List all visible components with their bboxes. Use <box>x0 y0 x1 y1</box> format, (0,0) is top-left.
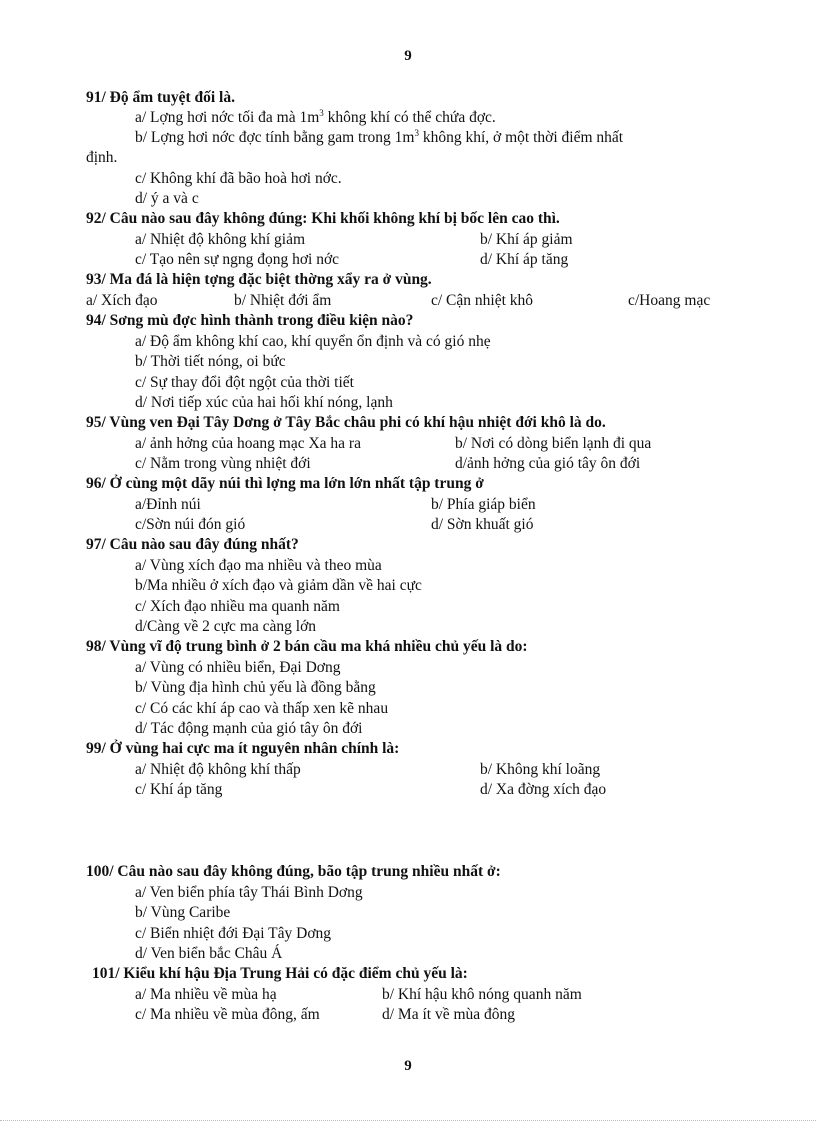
option-d: d/ Xa đờng xích đạo <box>480 781 607 798</box>
option-b: b/Ma nhiều ở xích đạo và giảm dần về hai cực <box>135 577 422 594</box>
option-d: d/ảnh hởng của gió tây ôn đới <box>455 455 641 472</box>
option-a <box>135 108 496 128</box>
question-title: 96/ Ở cùng một dãy núi thì lợng ma lớn lớn nhất tập trung ở <box>86 475 484 492</box>
option-text: không khí có thể chứa đợc. <box>323 109 496 126</box>
option-d: c/Hoang mạc <box>628 292 711 309</box>
option-c: c/ Cận nhiệt khô <box>431 292 534 309</box>
option-a: a/ Ma nhiều về mùa hạ <box>135 986 277 1003</box>
option-c: c/Sờn núi đón gió <box>135 516 246 533</box>
superscript: 3 <box>414 128 419 138</box>
question-title: 100/ Câu nào sau đây không đúng, bão tập trung nhiều nhất ở: <box>86 863 501 880</box>
option-c: c/ Tạo nên sự ngng đọng hơi nớc <box>135 251 340 268</box>
option-a: a/ Vùng xích đạo ma nhiều và theo mùa <box>135 557 382 574</box>
option-d: d/ Sờn khuất gió <box>431 516 534 533</box>
option-a: a/ Ven biển phía tây Thái Bình Dơng <box>135 884 363 901</box>
option-b <box>135 128 623 148</box>
option-c: c/ Không khí đã bão hoà hơi nớc. <box>135 170 342 187</box>
option-d: d/ Khí áp tăng <box>480 251 569 268</box>
page-number-bottom: 9 <box>404 1058 412 1074</box>
question-title: 97/ Câu nào sau đây đúng nhất? <box>86 536 299 553</box>
option-b-continuation: định. <box>86 149 118 166</box>
option-b: b/ Vùng địa hình chủ yếu là đồng bằng <box>135 679 376 696</box>
option-b: b/ Khí áp giảm <box>480 231 573 248</box>
option-b: b/ Phía giáp biển <box>431 496 536 513</box>
option-c: c/ Nằm trong vùng nhiệt đới <box>135 455 311 472</box>
question-title: 92/ Câu nào sau đây không đúng: Khi khối không khí bị bốc lên cao thì. <box>86 210 560 227</box>
option-d: d/Càng về 2 cực ma càng lớn <box>135 618 317 635</box>
option-a: a/Đỉnh núi <box>135 496 201 513</box>
option-b: b/ Thời tiết nóng, oi bức <box>135 353 286 370</box>
question-title: 91/ Độ ẩm tuyệt đối là. <box>86 89 235 106</box>
option-c: c/ Xích đạo nhiều ma quanh năm <box>135 598 340 615</box>
option-c: c/ Khí áp tăng <box>135 781 223 798</box>
option-a: a/ ảnh hởng của hoang mạc Xa ha ra <box>135 435 361 452</box>
option-c: c/ Biển nhiệt đới Đại Tây Dơng <box>135 925 332 942</box>
option-d: d/ Nơi tiếp xúc của hai hối khí nóng, lạnh <box>135 394 393 411</box>
option-text: b/ Lợng hơi nớc đợc tính bằng gam trong 1m <box>135 129 415 146</box>
question-title: 94/ Sơng mù đợc hình thành trong điều kiện nào? <box>86 312 414 329</box>
option-c: c/ Ma nhiều về mùa đông, ấm <box>135 1006 320 1023</box>
option-b: b/ Vùng Caribe <box>135 904 231 921</box>
option-text: a/ Lợng hơi nớc tối đa mà 1m <box>135 109 320 126</box>
question-title: 99/ Ở vùng hai cực ma ít nguyên nhân chính là: <box>86 740 400 757</box>
option-d: d/ Ma ít về mùa đông <box>382 1006 516 1023</box>
option-d: d/ Ven biển bắc Châu Á <box>135 945 283 962</box>
question-title: 95/ Vùng ven Đại Tây Dơng ở Tây Bắc châu phi có khí hậu nhiệt đới khô là do. <box>86 414 606 431</box>
option-b: b/ Nơi có dòng biển lạnh đi qua <box>455 435 652 452</box>
question-title: 101/ Kiểu khí hậu Địa Trung Hải có đặc điểm chủ yếu là: <box>92 965 468 982</box>
superscript: 3 <box>319 108 324 118</box>
option-d: d/ ý a và c <box>135 190 199 207</box>
option-a: a/ Vùng có nhiều biển, Đại Dơng <box>135 659 341 676</box>
option-b: b/ Không khí loãng <box>480 761 601 778</box>
question-title: 93/ Ma đá là hiện tợng đặc biệt thờng xẩy ra ở vùng. <box>86 271 432 288</box>
option-text: không khí, ở một thời điểm nhất <box>418 129 624 146</box>
option-d: d/ Tác động mạnh của gió tây ôn đới <box>135 720 363 737</box>
option-a: a/ Nhiệt độ không khí thấp <box>135 761 301 778</box>
option-c: c/ Sự thay đổi đột ngột của thời tiết <box>135 374 354 391</box>
option-b: b/ Khí hậu khô nóng quanh năm <box>382 986 582 1003</box>
question-title: 98/ Vùng vĩ độ trung bình ở 2 bán cầu ma khá nhiều chủ yếu là do: <box>86 638 528 655</box>
page-number-top: 9 <box>404 48 412 64</box>
option-a: a/ Xích đạo <box>86 292 158 309</box>
option-a: a/ Độ ẩm không khí cao, khí quyển ổn định và có gió nhẹ <box>135 333 491 350</box>
page-divider <box>0 1120 816 1121</box>
option-b: b/ Nhiệt đới ẩm <box>234 292 332 309</box>
option-c: c/ Có các khí áp cao và thấp xen kẽ nhau <box>135 700 389 717</box>
option-a: a/ Nhiệt độ không khí giảm <box>135 231 306 248</box>
